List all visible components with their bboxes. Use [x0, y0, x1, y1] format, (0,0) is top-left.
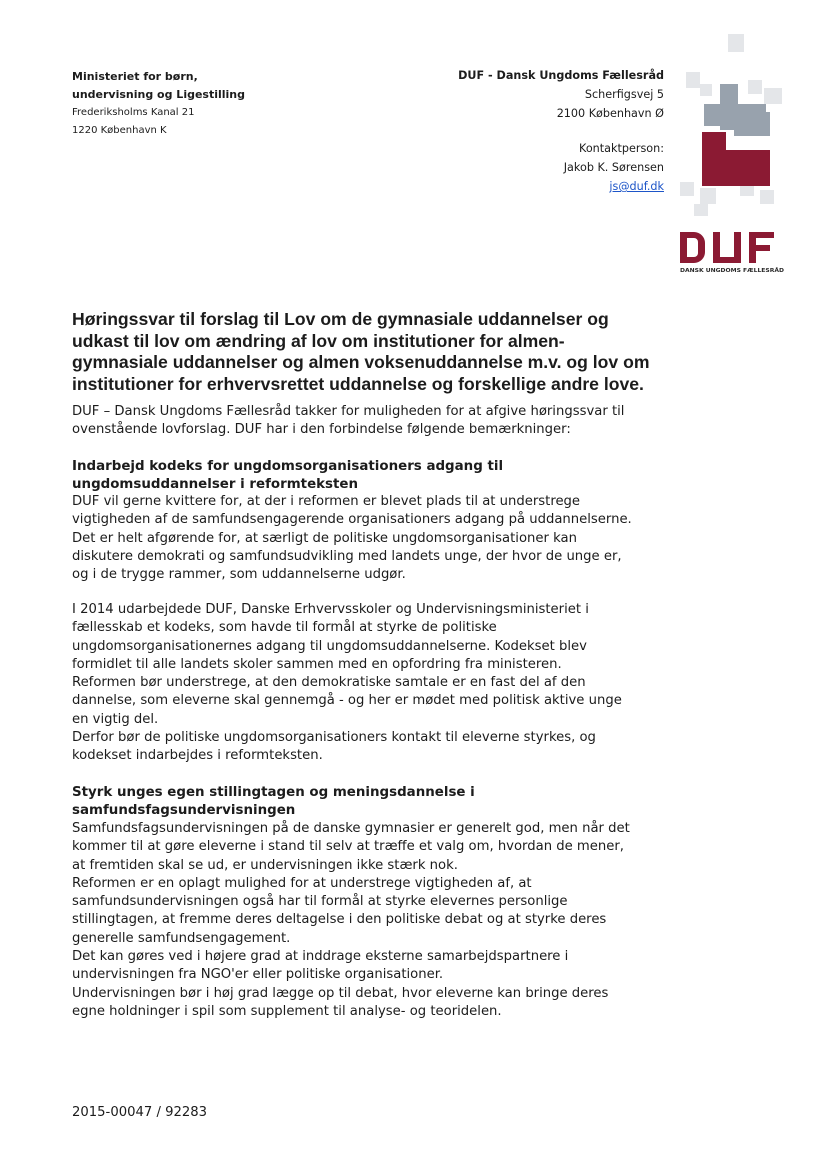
heading-line: samfundsfagsundervisningen: [72, 802, 296, 818]
text-line: Reformen bør understrege, at den demokratiske samtale er en fast del af den: [72, 675, 586, 691]
recipient-line: 1220 København K: [72, 125, 167, 136]
document-reference: 2015-00047 / 92283: [72, 1105, 208, 1120]
sender-address: [458, 66, 664, 196]
text-line: vigtigheden af de samfundsengagerende organisationers adgang på uddannelserne.: [72, 512, 632, 528]
text-line: kommer til at gøre eleverne i stand til selv at træffe et valg om, hvordan de mener,: [72, 839, 624, 855]
logo-maroon-cross: [702, 132, 770, 186]
duf-logo: [680, 32, 790, 272]
text-line: Det er helt afgørende for, at særligt de politiske ungdomsorganisationer kan: [72, 530, 577, 546]
recipient-line: Ministeriet for børn,: [72, 70, 198, 83]
text-line: samfundsundervisningen også har til formål at styrke elevernes personlige: [72, 894, 568, 910]
text-line: Undervisningen bør i høj grad lægge op til debat, hvor eleverne kan bringe deres: [72, 985, 609, 1001]
text-line: Det kan gøres ved i højere grad at inddrage eksterne samarbejdspartnere i: [72, 949, 569, 965]
recipient-line: Frederiksholms Kanal 21: [72, 107, 195, 118]
text-line: ovenstående lovforslag. DUF har i den forbindelse følgende bemærkninger:: [72, 422, 571, 438]
text-line: og i de trygge rammer, som uddannelserne udgør.: [72, 567, 406, 583]
text-line: dannelse, som eleverne skal gennemgå - og her er mødet med politisk aktive unge: [72, 693, 622, 709]
document-title: [72, 309, 752, 395]
title-line: udkast til lov om ændring af lov om institutioner for almen-: [72, 330, 565, 351]
text-line: DUF vil gerne kvittere for, at der i reformen er blevet plads til at understrege: [72, 494, 581, 509]
text-line: I 2014 udarbejdede DUF, Danske Erhvervsskoler og Undervisningsministeriet i: [72, 602, 589, 617]
text-line: ungdomsorganisationernes adgang til ungdomsuddannelserne. Kodekset blev: [72, 638, 587, 654]
recipient-address: [72, 68, 245, 140]
text-line: fællesskab et kodeks, som havde til formål at styrke de politiske: [72, 620, 497, 636]
contact-label: Kontaktperson:: [579, 142, 664, 155]
intro-paragraph: [72, 403, 672, 440]
section2-paragraph: [72, 820, 672, 1021]
heading-line: Indarbejd kodeks for ungdomsorganisationers adgang til: [72, 459, 504, 474]
text-line: kodekset indarbejdes i reformteksten.: [72, 748, 323, 764]
text-line: Samfundsfagsundervisningen på de danske gymnasier er generelt god, men når det: [72, 821, 630, 836]
logo-tagline: DANSK UNGDOMS FÆLLESRÅD: [680, 268, 777, 272]
text-line: Derfor bør de politiske ungdomsorganisationers kontakt til eleverne styrkes, og: [72, 730, 596, 746]
sender-street: Scherfigsvej 5: [584, 88, 664, 101]
title-line: institutioner for erhvervsrettet uddannelse og forskellige andre love.: [72, 373, 644, 394]
section1-paragraph-1: [72, 493, 672, 584]
text-line: DUF – Dansk Ungdoms Fællesråd takker for muligheden for at afgive høringssvar til: [72, 404, 625, 419]
text-line: generelle samfundsengagement.: [72, 930, 291, 946]
text-line: en vigtig del.: [72, 711, 159, 727]
heading-line: Styrk unges egen stillingtagen og meningsdannelse i: [72, 785, 475, 800]
text-line: diskutere demokrati og samfundsudvikling med landets unge, der hvor de unge er,: [72, 548, 622, 564]
title-line: Høringssvar til forslag til Lov om de gymnasiale uddannelser og: [72, 309, 609, 329]
text-line: stillingtagen, at fremme deres deltagelse i den politiske debat og at styrke deres: [72, 912, 607, 928]
logo-wordmark: [680, 232, 774, 263]
section-heading-kodeks: [72, 458, 672, 493]
sender-city: 2100 København Ø: [556, 107, 664, 120]
contact-email-link[interactable]: js@duf.dk: [609, 180, 664, 193]
section-heading-samfundsfag: [72, 784, 672, 819]
section1-paragraph-2: [72, 601, 672, 766]
text-line: at fremtiden skal se ud, er undervisningen ikke stærk nok.: [72, 857, 458, 873]
text-line: Reformen er en oplagt mulighed for at understrege vigtigheden af, at: [72, 875, 532, 891]
heading-line: ungdomsuddannelser i reformteksten: [72, 476, 359, 492]
contact-name: Jakob K. Sørensen: [563, 161, 664, 174]
text-line: egne holdninger i spil som supplement til analyse- og teoridelen.: [72, 1003, 502, 1019]
title-line: gymnasiale uddannelser og almen voksenuddannelse m.v. og lov om: [72, 352, 650, 372]
text-line: formidlet til alle landets skoler sammen med en opfordring fra ministeren.: [72, 656, 562, 672]
text-line: undervisningen fra NGO'er eller politiske organisationer.: [72, 967, 444, 983]
sender-name: DUF - Dansk Ungdoms Fællesråd: [458, 69, 664, 82]
recipient-line: undervisning og Ligestilling: [72, 88, 246, 101]
